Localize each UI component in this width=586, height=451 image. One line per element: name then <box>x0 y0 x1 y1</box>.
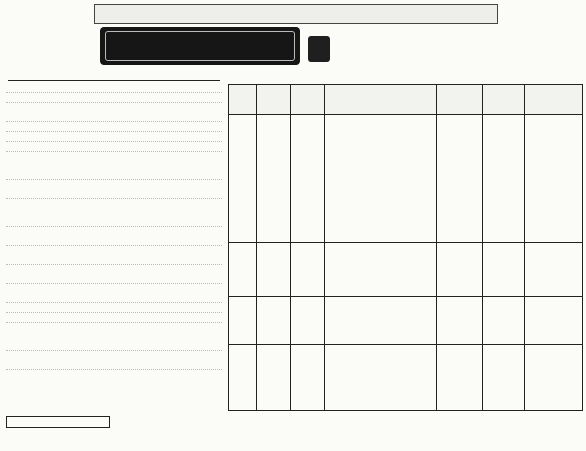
document-item <box>6 313 222 323</box>
document-item <box>6 103 222 122</box>
documents-title <box>8 68 220 81</box>
cell-grade <box>525 243 583 297</box>
cell-grade <box>525 115 583 243</box>
cell-other <box>229 297 257 345</box>
cell-other <box>229 115 257 243</box>
cell-grade <box>525 345 583 411</box>
header-posts <box>291 85 325 115</box>
documents-list <box>6 83 222 413</box>
cell-other <box>229 243 257 297</box>
republic-header <box>94 4 498 24</box>
cell-conditions <box>437 297 483 345</box>
cell-posts <box>291 345 325 411</box>
cell-specialty <box>325 297 437 345</box>
cell-conditions <box>437 243 483 297</box>
document-item <box>6 351 222 370</box>
cell-place <box>257 243 291 297</box>
document-item <box>6 199 222 227</box>
document-item <box>6 284 222 303</box>
header-mode <box>483 85 525 115</box>
cell-mode <box>483 115 525 243</box>
cell-specialty <box>325 243 437 297</box>
publication-date <box>320 417 470 429</box>
header-grade <box>525 85 583 115</box>
anep-reference <box>6 416 110 428</box>
header-place <box>257 85 291 115</box>
cell-posts <box>291 115 325 243</box>
table-header-row <box>229 85 583 115</box>
cell-place <box>257 115 291 243</box>
cell-posts <box>291 297 325 345</box>
cell-conditions <box>437 345 483 411</box>
header-specialty <box>325 85 437 115</box>
table-row <box>229 297 583 345</box>
cell-mode <box>483 297 525 345</box>
cell-place <box>257 297 291 345</box>
document-item <box>6 265 222 284</box>
recruitment-table <box>228 84 583 411</box>
document-item <box>6 180 222 199</box>
cell-place <box>257 345 291 411</box>
cell-other <box>229 345 257 411</box>
cell-posts <box>291 243 325 297</box>
announcement-banner <box>100 27 300 65</box>
header-other <box>229 85 257 115</box>
document-item <box>6 303 222 313</box>
document-item <box>6 227 222 246</box>
banner-ornament <box>308 36 330 62</box>
document-item <box>6 122 222 132</box>
cell-specialty <box>325 345 437 411</box>
document-item <box>6 142 222 152</box>
header-conditions <box>437 85 483 115</box>
cell-mode <box>483 243 525 297</box>
document-item <box>6 152 222 180</box>
cell-conditions <box>437 115 483 243</box>
document-item <box>6 83 222 93</box>
table-row <box>229 115 583 243</box>
cell-specialty <box>325 115 437 243</box>
contact-email <box>380 435 580 447</box>
cell-grade <box>525 297 583 345</box>
cell-mode <box>483 345 525 411</box>
issuing-administration <box>430 26 580 70</box>
table-row <box>229 243 583 297</box>
document-item <box>6 93 222 103</box>
table-row <box>229 345 583 411</box>
document-item <box>6 246 222 265</box>
document-item <box>6 132 222 142</box>
intro-text <box>226 69 580 81</box>
document-item <box>6 323 222 351</box>
banner-title <box>105 31 295 61</box>
